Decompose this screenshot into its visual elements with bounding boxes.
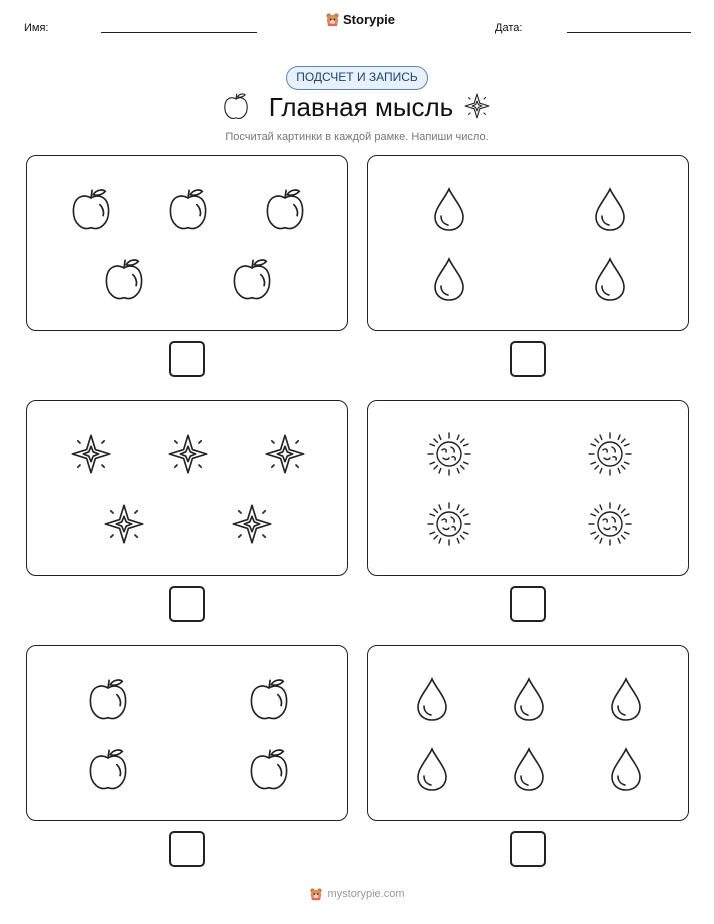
page-title: Главная мысль bbox=[268, 92, 454, 122]
apple-icon bbox=[69, 184, 113, 234]
drop-icon bbox=[592, 256, 628, 302]
instructions: Посчитай картинки в каждой рамке. Напиши число. bbox=[225, 131, 489, 143]
answer-box[interactable] bbox=[169, 341, 205, 377]
sun-icon bbox=[586, 500, 634, 548]
section-badge: ПОДСЧЕТ И ЗАПИСЬ bbox=[286, 66, 428, 90]
logo-text: Storypie bbox=[343, 12, 396, 27]
name-label: Имя: bbox=[24, 22, 49, 34]
count-card bbox=[367, 400, 689, 576]
drop-icon bbox=[431, 256, 467, 302]
sparkle-icon bbox=[230, 502, 274, 546]
answer-box[interactable] bbox=[510, 341, 546, 377]
count-card bbox=[367, 645, 689, 821]
date-label: Дата: bbox=[495, 22, 523, 34]
bear-logo-icon bbox=[309, 887, 323, 901]
drop-icon bbox=[608, 676, 644, 722]
sun-icon bbox=[425, 500, 473, 548]
sun-icon bbox=[586, 430, 634, 478]
drop-icon bbox=[608, 746, 644, 792]
drop-icon bbox=[431, 186, 467, 232]
count-card bbox=[26, 645, 348, 821]
drop-icon bbox=[414, 676, 450, 722]
count-card bbox=[367, 155, 689, 331]
sparkle-icon bbox=[263, 432, 307, 476]
apple-icon bbox=[247, 674, 291, 724]
apple-icon bbox=[86, 674, 130, 724]
apple-icon bbox=[102, 254, 146, 304]
count-card bbox=[26, 400, 348, 576]
bear-logo-icon bbox=[325, 12, 340, 27]
apple-icon bbox=[222, 90, 250, 122]
footer-url[interactable]: mystorypie.com bbox=[327, 888, 405, 900]
apple-icon bbox=[247, 744, 291, 794]
sparkle-icon bbox=[102, 502, 146, 546]
name-line[interactable] bbox=[101, 32, 257, 33]
apple-icon bbox=[230, 254, 274, 304]
drop-icon bbox=[592, 186, 628, 232]
answer-box[interactable] bbox=[169, 831, 205, 867]
apple-icon bbox=[166, 184, 210, 234]
storypie-logo bbox=[325, 12, 395, 27]
sparkle-icon bbox=[166, 432, 210, 476]
answer-box[interactable] bbox=[510, 831, 546, 867]
sun-icon bbox=[425, 430, 473, 478]
answer-box[interactable] bbox=[510, 586, 546, 622]
sparkle-icon bbox=[69, 432, 113, 476]
drop-icon bbox=[511, 676, 547, 722]
date-line[interactable] bbox=[567, 32, 691, 33]
footer bbox=[0, 887, 714, 901]
sparkle-icon bbox=[463, 92, 491, 120]
drop-icon bbox=[414, 746, 450, 792]
apple-icon bbox=[263, 184, 307, 234]
drop-icon bbox=[511, 746, 547, 792]
answer-box[interactable] bbox=[169, 586, 205, 622]
apple-icon bbox=[86, 744, 130, 794]
count-card bbox=[26, 155, 348, 331]
